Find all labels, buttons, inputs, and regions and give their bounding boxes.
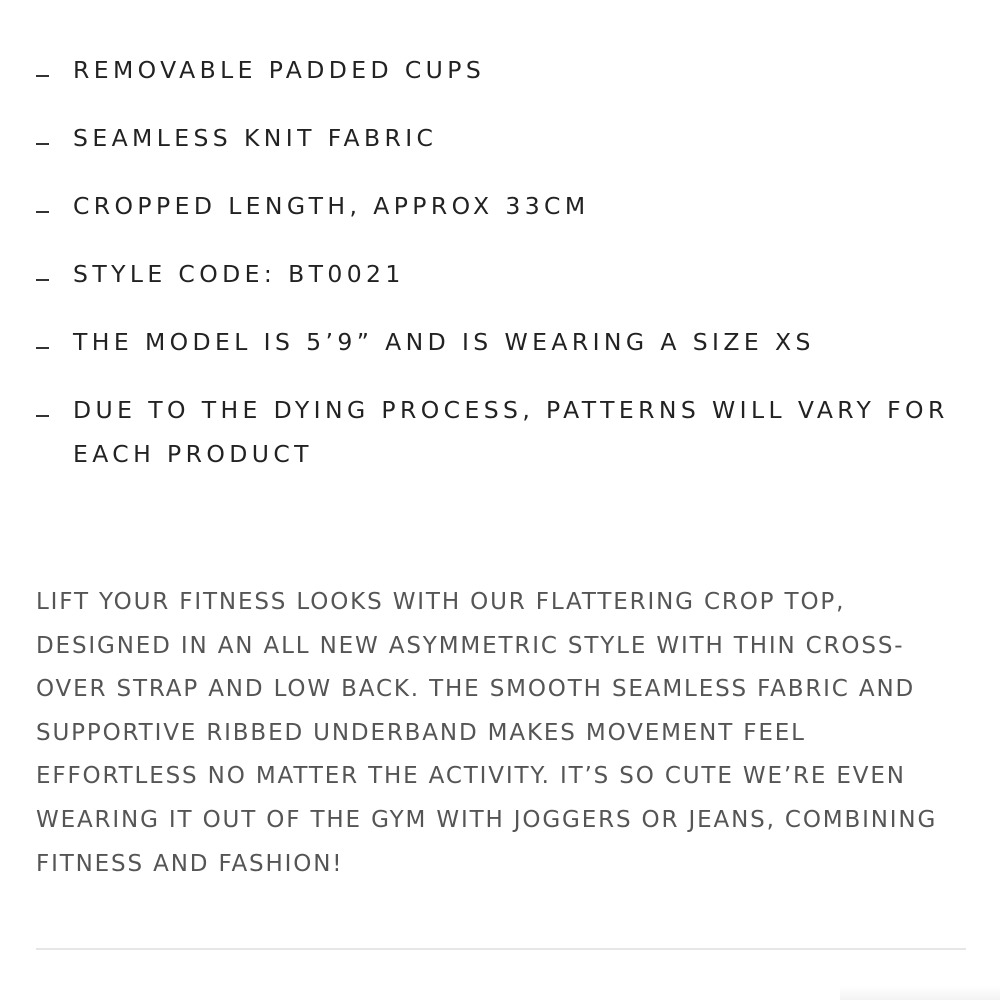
- dash-bullet-icon: [36, 388, 50, 432]
- product-description: LIFT YOUR FITNESS LOOKS WITH OUR FLATTERING CROP TOP, DESIGNED IN AN ALL NEW ASYMMETRIC STYLE WITH THIN CROSS-OVER STRAP AND LOW BACK. THE SMOOTH SEAMLESS FABRIC AND SUPPORTIVE RIBBED UNDERBAND MAKES MOVEMENT FEEL EFFORTLESS NO MATTER THE ACTIVITY. IT’S SO CUTE WE’RE EVEN WEARING IT OUT OF THE GYM WITH JOGGERS OR JEANS, COMBINING FITNESS AND FASHION!: [36, 589, 938, 877]
- feature-text: CROPPED LENGTH, APPROX 33CM: [73, 192, 590, 220]
- feature-item-removable-cups: [36, 48, 976, 92]
- feature-item-dying-process: [36, 388, 976, 476]
- feature-text: DUE TO THE DYING PROCESS, PATTERNS WILL VARY FOR EACH PRODUCT: [73, 396, 949, 468]
- section-divider: [36, 948, 966, 950]
- dash-bullet-icon: [36, 116, 50, 160]
- feature-text: THE MODEL IS 5’9” AND IS WEARING A SIZE XS: [73, 328, 815, 356]
- feature-item-style-code: [36, 252, 976, 296]
- dash-bullet-icon: [36, 252, 50, 296]
- product-features-list: [36, 48, 976, 500]
- feature-text: STYLE CODE: BT0021: [73, 260, 405, 288]
- dash-bullet-icon: [36, 320, 50, 364]
- dash-bullet-icon: [36, 48, 50, 92]
- dash-bullet-icon: [36, 184, 50, 228]
- feature-item-cropped-length: [36, 184, 976, 228]
- feature-item-model-size: [36, 320, 976, 364]
- feature-text: SEAMLESS KNIT FABRIC: [73, 124, 438, 152]
- bottom-edge-shadow: [840, 986, 1000, 1000]
- feature-item-seamless-fabric: [36, 116, 976, 160]
- feature-text: REMOVABLE PADDED CUPS: [73, 56, 486, 84]
